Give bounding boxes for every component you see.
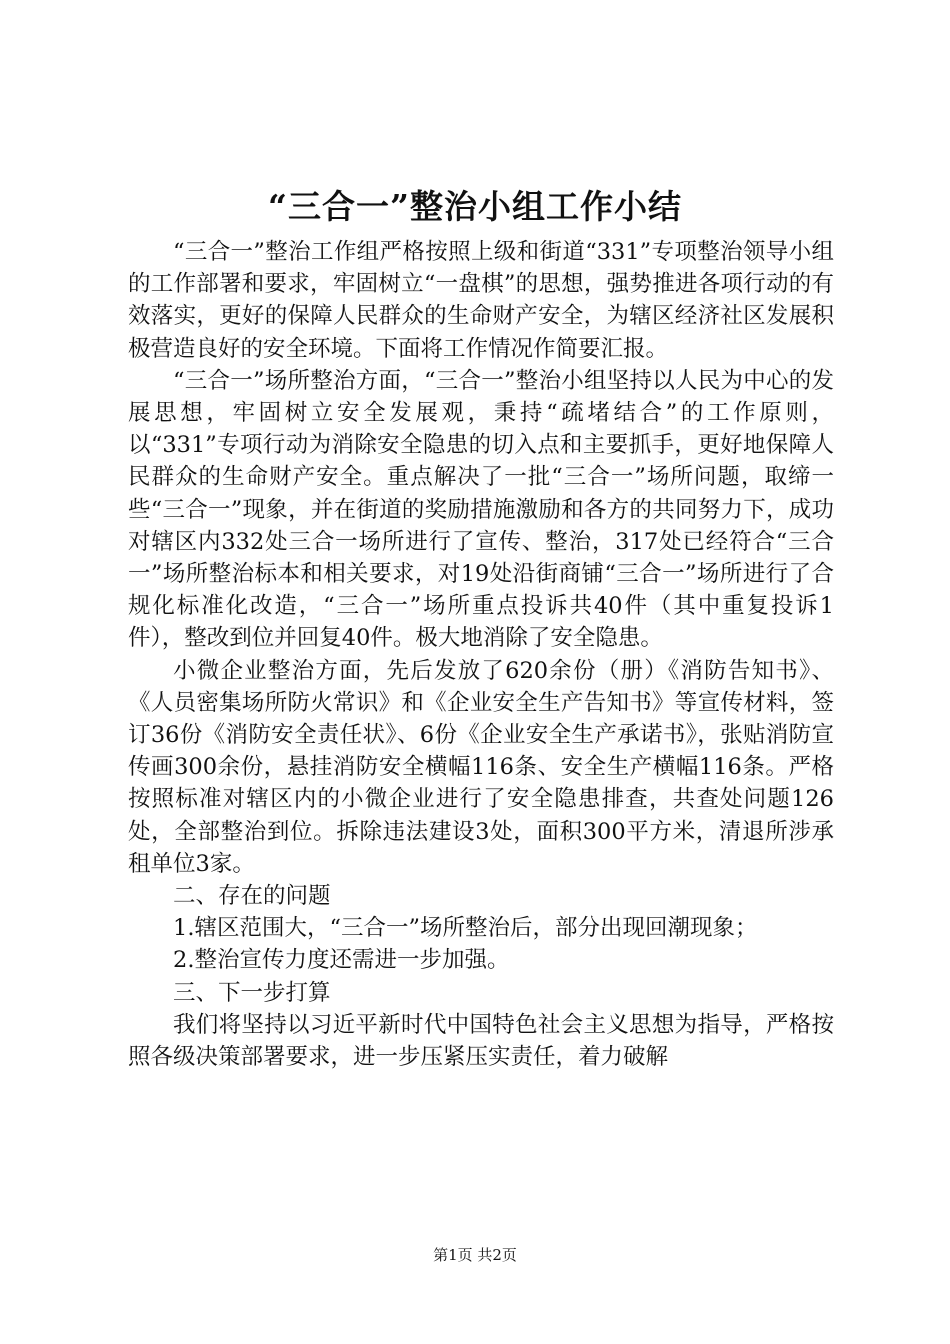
problem-item-1: 1.辖区范围大，“三合一”场所整治后，部分出现回潮现象； bbox=[173, 915, 758, 942]
document-title: “三合一”整治小组工作小结 bbox=[268, 187, 682, 226]
paragraph-sanheyi-rectification: “三合一”场所整治方面，“三合一”整治小组坚持以人民为中心的发展思想，牢固树立安全发展观，秉持“疏堵结合”的工作原则，以“331”专项行动为消除安全隐患的切入点和主要抓手，更好地保障人民群众的生命财产安全。重点解决了一批“三合一”场所问题，取缔一些“三合一”现象，并在街道的奖励措施激励和各方的共同努力下，成功对辖区内332处三合一场所进行了宣传、整治，317处已经符合“三合一”场所整治标本和相关要求，对19处沿街商铺“三合一”场所进行了合规化标准化改造，“三合一”场所重点投诉共40件（其中重复投诉1件），整改到位并回复40件。极大地消除了安全隐患。 bbox=[128, 367, 834, 652]
paragraph-small-enterprises: 小微企业整治方面，先后发放了620余份（册）《消防告知书》、《人员密集场所防火常识》和《企业安全生产告知书》等宣传材料，签订36份《消防安全责任状》、6份《企业安全生产承诺书》，张贴消防宣传画300余份，悬挂消防安全横幅116条、安全生产横幅116条。严格按照标准对辖区内的小微企业进行了安全隐患排查，共查处问题126处，全部整治到位。拆除违法建设3处，面积300平方米，清退所涉承租单位3家。 bbox=[128, 657, 834, 877]
paragraph-intro: “三合一”整治工作组严格按照上级和街道“331”专项整治领导小组的工作部署和要求，牢固树立“一盘棋”的思想，强势推进各项行动的有效落实，更好的保障人民群众的生命财产安全，为辖区经济社区发展积极营造良好的安全环境。下面将工作情况作简要汇报。 bbox=[128, 239, 834, 362]
document-body bbox=[128, 236, 834, 1073]
page-number-footer: 第1页 共2页 bbox=[433, 1246, 517, 1264]
section-heading-next-steps: 三、下一步打算 bbox=[173, 979, 331, 1006]
problem-item-2: 2.整治宣传力度还需进一步加强。 bbox=[173, 947, 510, 974]
paragraph-next-steps: 我们将坚持以习近平新时代中国特色社会主义思想为指导，严格按照各级决策部署要求，进一步压紧压实责任，着力破解 bbox=[128, 1011, 834, 1071]
section-heading-problems: 二、存在的问题 bbox=[173, 883, 331, 910]
